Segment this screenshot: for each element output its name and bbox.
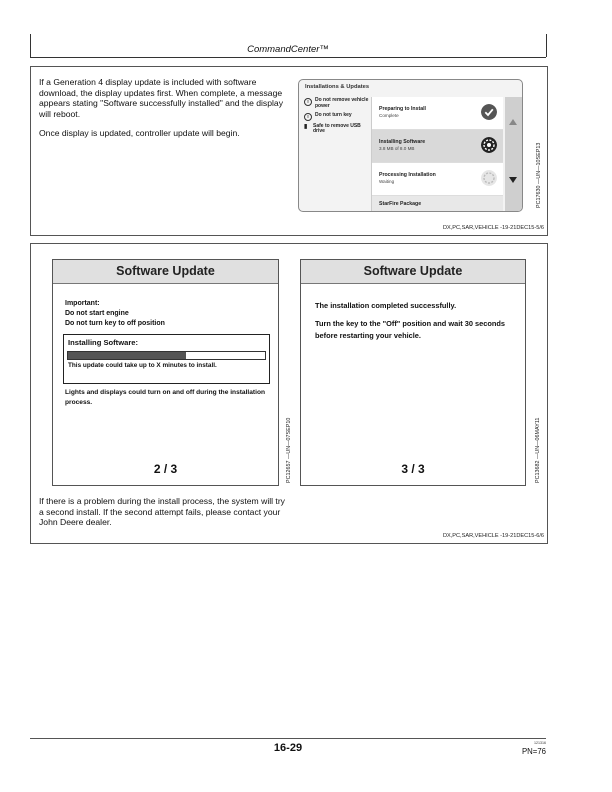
scrollbar[interactable] [505,97,522,211]
warning-text: Do not remove vehicle power [315,97,369,109]
no-symbol-icon: ! [304,113,312,121]
warning-text: Do not turn key [315,111,352,118]
warning-item [304,98,370,110]
warning-item [304,124,370,136]
no-symbol-icon: ! [304,98,312,106]
box-title: Installing Software: [68,338,139,347]
warning-line-1: Do not start engine [65,310,129,317]
important-label: Important: [65,300,100,307]
warning-line-2: Do not turn key to off position [65,320,165,327]
step-status: Complete [379,113,399,118]
progress-spinner-icon [481,137,497,153]
panel-title: Software Update [53,260,278,284]
figure-label: PC12657 —UN—07SEP10 [286,417,292,483]
list-item[interactable] [372,130,503,163]
waiting-spinner-icon [481,170,497,186]
list-item[interactable] [372,97,503,130]
footer-rule [30,738,546,739]
figure-label: PC13682 —UN—06MAY11 [535,417,541,483]
page-number: 16-29 [273,742,303,754]
section1-paragraph-2: Once display is updated, controller update will begin. [39,128,240,138]
lights-note: Lights and displays could turn on and off during the installation process. [65,389,266,406]
section1-reference: DX,PC,SAR,VEHICLE -19-21DEC15-5/6 [442,225,544,231]
step-status: Waiting [379,179,395,184]
step-title: Installing Software [379,139,426,145]
footer-small-code: 121316 [534,741,546,745]
step-indicator: 3 / 3 [401,462,425,476]
figure-label: PC17630 —UN—10SEP13 [536,142,542,208]
panel-title: Software Update [301,260,525,284]
box-note: This update could take up to X minutes to install. [68,362,217,369]
page-header-title: CommandCenter™ [247,44,329,55]
installing-software-box [63,334,270,384]
warning-text: Safe to remove USB drive [313,122,361,135]
progress-bar [67,351,266,360]
progress-fill [68,352,186,359]
restart-instruction: Turn the key to the "Off" position and wait 30 seconds before restarting your vehicle. [315,319,506,340]
header-rule [30,57,546,58]
scroll-up-icon[interactable] [509,119,517,125]
step-title: Preparing to Install [379,106,426,112]
warning-list [304,98,370,138]
software-update-panel-step-2 [52,259,279,486]
checkmark-icon [481,104,497,120]
install-step-list [371,97,503,211]
section1-paragraph-1: If a Generation 4 display update is included with software download, the display updates first. When complete, a message appears stating "Software successfully installed" and the display will reboot. [39,77,283,119]
list-item[interactable] [372,196,503,212]
screen-title: Installations & Updates [305,84,370,90]
list-item[interactable] [372,163,503,196]
software-update-panel-step-3 [300,259,526,486]
step-title: StarFire Package [379,201,422,207]
usb-icon: ▮ [304,123,308,130]
warning-item [304,113,370,121]
step-status: 3.8 MB of 8.0 MB [379,146,415,151]
completed-message: The installation completed successfully. [315,301,457,310]
step-indicator: 2 / 3 [153,462,178,476]
installations-updates-screen [298,79,523,212]
section2-reference: DX,PC,SAR,VEHICLE -19-21DEC15-6/6 [442,533,544,539]
part-number: PN=76 [521,747,546,756]
step-title: Processing Installation [379,172,436,178]
scroll-down-icon[interactable] [509,177,517,183]
section2-paragraph: If there is a problem during the install process, the system will try a second install. If the second attempt fails, please contact your John Deere dealer. [39,496,285,528]
